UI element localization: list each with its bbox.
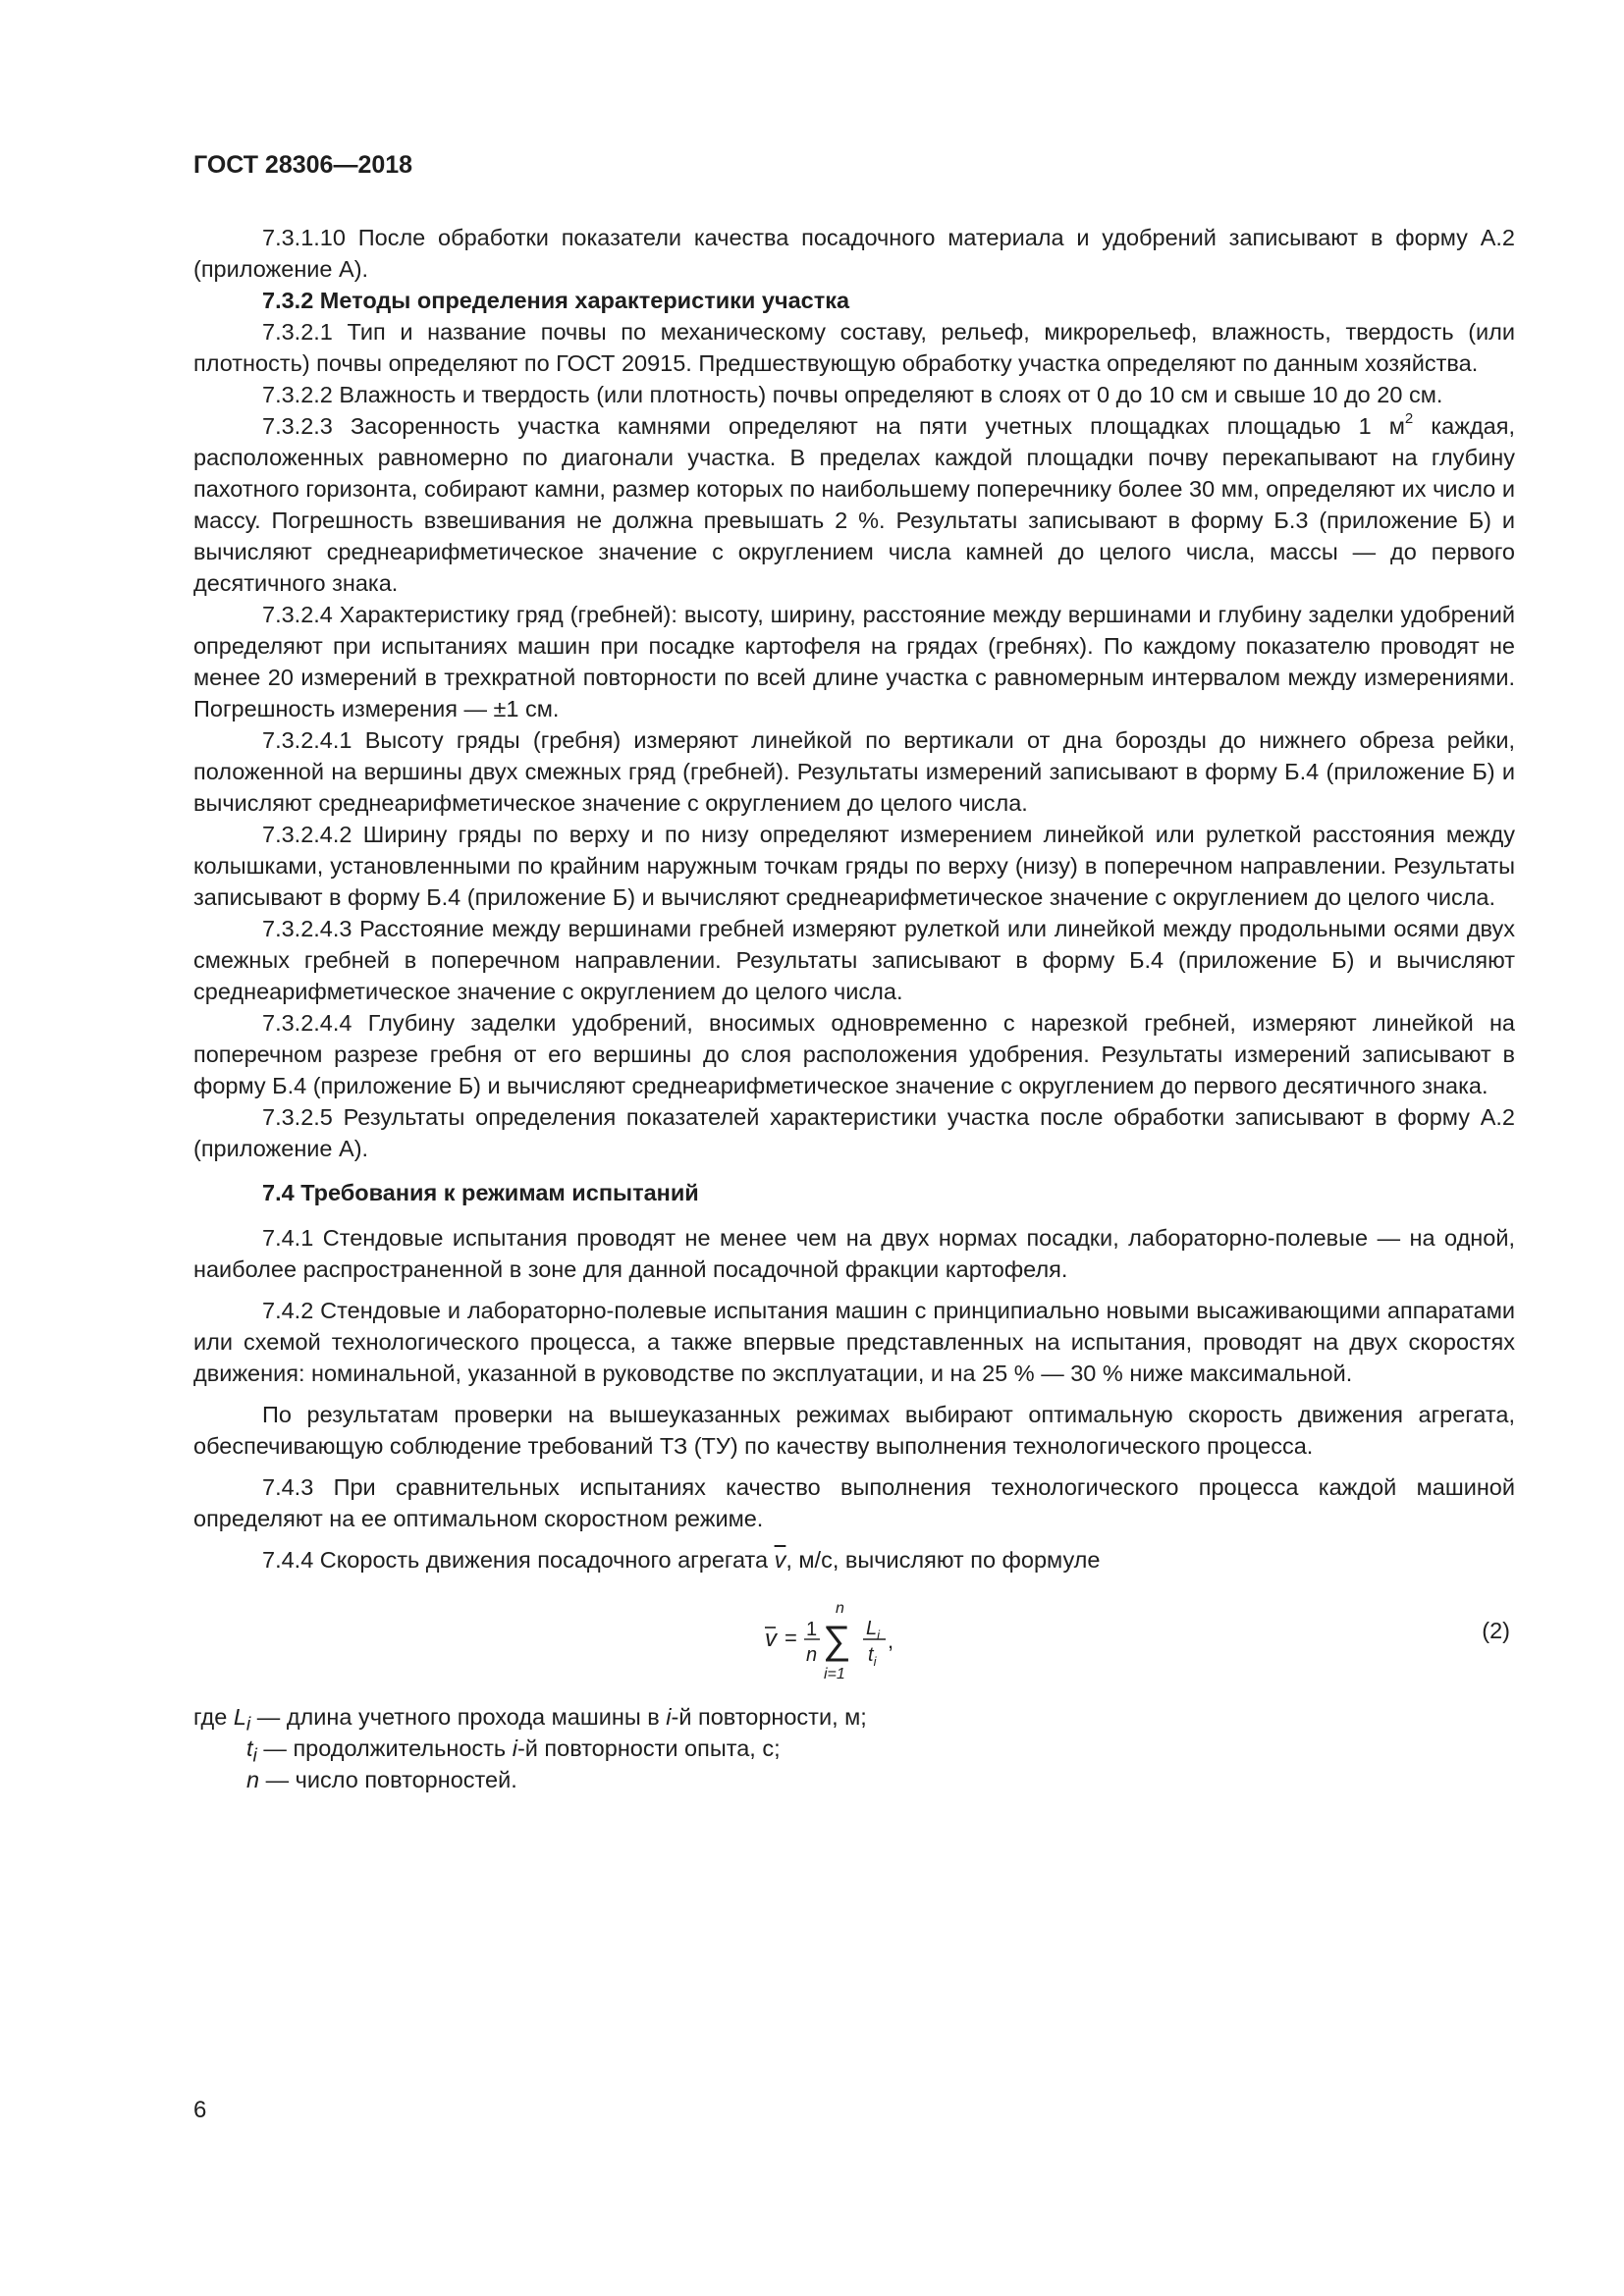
where-t-symbol: t [246,1735,253,1761]
formula-equals: = [785,1626,797,1650]
document-code-header: ГОСТ 28306—2018 [193,151,413,179]
paragraph-7-3-2-3-rest: каждая, расположенных равномерно по диагонали участка. В пределах каждой площадки почву перекапывают на глубину пахотного горизонта, собирают камни, размер которых по наибольшему поперечнику более 30 мм, определяют их число и массу. Погрешность взвешивания не должна превышать 2 %. Результаты записывают в форму Б.3 (приложение Б) и вычисляют среднеарифметическое значение с округлением числа камней до целого числа, массы — до первого десятичного знака. [193,413,1515,596]
paragraph-7-3-2-4: 7.3.2.4 Характеристику гряд (гребней): высоту, ширину, расстояние между вершинами и глубину заделки удобрений определяют при испытаниях машин при посадке картофеля на грядах (гребнях). По каждому показателю проводят не менее 20 измерений в трехкратной повторности по всей длине участка с равномерным интервалом между измерениями. Погрешность измерения — ±1 см. [193,602,1515,721]
sum-lower-limit: i=1 [824,1666,845,1682]
paragraph-7-4-2-continued: По результатам проверки на вышеуказанных режимах выбирают оптимальную скорость движения агрегата, обеспечивающую соблюдение требований ТЗ (ТУ) по качеству выполнения технологического процесса. [193,1402,1515,1459]
paragraph-7-3-2-4-3: 7.3.2.4.3 Расстояние между вершинами гребней измеряют рулеткой или линейкой между продольными осями двух смежных гребней в поперечном направлении. Результаты записывают в форму Б.4 (приложение Б) и вычисляют среднеарифметическое значение с округлением до целого числа. [193,916,1515,1004]
paragraph-7-3-2-4-1: 7.3.2.4.1 Высоту гряды (гребня) измеряют линейкой по вертикали от дна борозды до нижнего обреза рейки, положенной на вершины двух смежных гряд (гребней). Результаты измерений записывают в форму Б.4 (приложение Б) и вычисляют среднеарифметическое значение с округлением до целого числа. [193,727,1515,816]
paragraph-7-3-2-3 [193,410,1515,599]
where-t-text-2: -й повторности опыта, с; [516,1735,781,1761]
paragraph-7-4-4 [193,1544,1515,1575]
page-number: 6 [193,2097,207,2123]
equation-number: (2) [1482,1618,1510,1643]
paragraph-7-4-2: 7.4.2 Стендовые и лабораторно-полевые испытания машин с принципиально новыми высаживающими аппаратами или схемой технологического процесса, а также впервые представленных на испытания, проводят на двух скоростях движения: номинальной, указанной в руководстве по эксплуатации, и на 25 % — 30 % ниже максимальной. [193,1298,1515,1386]
sum-sign: ∑ [823,1619,851,1662]
velocity-symbol: $\overline{v}$ [774,1547,786,1573]
paragraph-7-3-2-4-2: 7.3.2.4.2 Ширину гряды по верху и по низу определяют измерением линейкой или рулеткой расстояния между колышками, установленными по крайним наружным точкам гряды по верху (низу) в поперечном направлении. Результаты записывают в форму Б.4 (приложение Б) и вычисляют среднеарифметическое значение с округлением до целого числа. [193,822,1515,910]
formula-denominator [868,1644,878,1669]
where-n-text: — число повторностей. [259,1767,517,1792]
where-line-t [193,1733,1515,1767]
where-t-text-1: — продолжительность [256,1735,513,1761]
where-L-text-1: — длина учетного прохода машины в [250,1704,667,1730]
where-L-symbol: L [233,1704,246,1730]
where-t-index: i [512,1735,517,1761]
formula-n-denominator: n [806,1644,818,1666]
paragraph-7-3-2-2: 7.3.2.2 Влажность и твердость (или плотность) почвы определяют в слоях от 0 до 10 см и свыше 10 до 20 см. [262,382,1443,407]
paragraph-7-4-4-start: 7.4.4 Скорость движения посадочного агрегата [262,1547,775,1573]
sum-upper-limit: n [836,1600,844,1617]
velocity-formula [763,1589,930,1687]
formula-L: L [866,1618,878,1639]
where-n-symbol: n [246,1767,260,1792]
paragraph-7-3-2-1: 7.3.2.1 Тип и название почвы по механическому составу, рельеф, микрорельеф, влажность, твердость (или плотность) почвы определяют по ГОСТ 20915. Предшествующую обработку участка определяют по данным хозяйства. [193,319,1515,376]
paragraph-7-3-2-3-start: 7.3.2.3 Засоренность участка камнями определяют на пяти учетных площадках площадью 1 м [262,413,1405,439]
where-line-n [193,1764,1515,1795]
where-L-subscript: i [245,1713,251,1735]
paragraph-7-3-1-10: 7.3.1.10 После обработки показатели качества посадочного материала и удобрений записывают в форму А.2 (приложение А). [193,225,1515,282]
where-L-text-2: -й повторности, м; [671,1704,867,1730]
paragraph-7-4-3: 7.4.3 При сравнительных испытаниях качество выполнения технологического процесса каждой машиной определяют на ее оптимальном скоростном режиме. [193,1474,1515,1531]
paragraph-7-3-2-4-4: 7.3.2.4.4 Глубину заделки удобрений, вносимых одновременно с нарезкой гребней, измеряют линейкой на поперечном разрезе гребня от его вершины до слоя расположения удобрения. Результаты измерений записывают в форму Б.4 (приложение Б) и вычисляют среднеарифметическое значение с округлением до первого десятичного знака. [193,1010,1515,1098]
paragraph-7-4-4-rest: , м/с, вычисляют по формуле [785,1547,1101,1573]
where-t-subscript: i [252,1744,257,1767]
formula-2-row [193,1585,1515,1693]
formula-numerator [866,1618,881,1642]
formula-comma: , [888,1629,894,1653]
square-superscript: 2 [1404,410,1414,427]
where-L-index: i [666,1704,672,1730]
where-line-L [193,1701,1515,1733]
document-body [193,222,1515,1795]
paragraph-7-4-1: 7.4.1 Стендовые испытания проводят не менее чем на двух нормах посадки, лабораторно-полевые — на одной, наиболее распространенной в зоне для данной посадочной фракции картофеля. [193,1225,1515,1282]
heading-7-4: 7.4 Требования к режимам испытаний [262,1180,699,1205]
where-prefix: где [193,1704,234,1730]
formula-t: t [868,1644,874,1666]
formula-one: 1 [806,1619,818,1640]
formula-t-subscript: i [873,1654,877,1669]
formula-lhs: v [765,1626,777,1652]
heading-7-3-2: 7.3.2 Методы определения характеристики участка [262,288,850,313]
where-clause [193,1701,1515,1795]
formula-L-subscript: i [877,1628,881,1642]
paragraph-7-3-2-5: 7.3.2.5 Результаты определения показателей характеристики участка после обработки записывают в форму А.2 (приложение А). [193,1104,1515,1161]
